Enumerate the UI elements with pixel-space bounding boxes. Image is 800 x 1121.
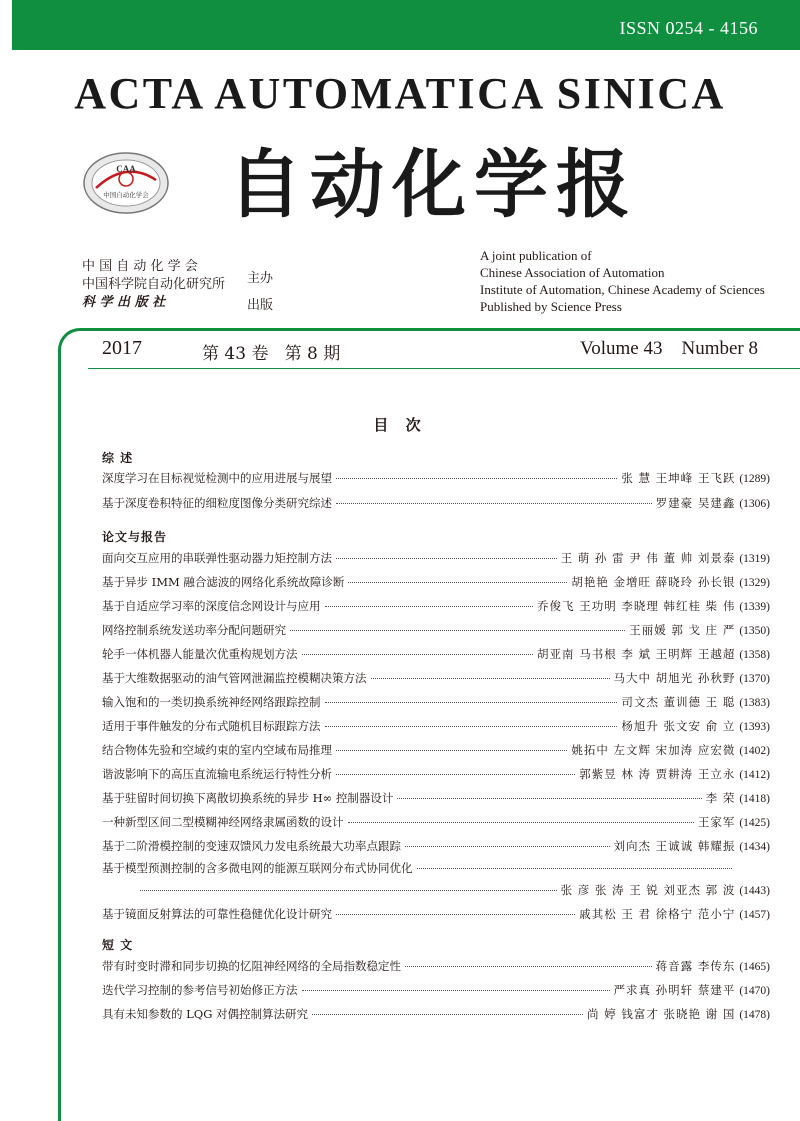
entry-title: 基于二阶滑模控制的变速双馈风力发电系统最大功率点跟踪 [102,839,401,853]
publisher-org3: 科 学 出 版 社 [82,295,166,310]
entry-page: (1434) [739,841,770,853]
toc-title: 目 次 [373,416,427,434]
entry-title: 网络控制系统发送功率分配问题研究 [102,623,286,637]
toc-entry[interactable] [102,906,770,924]
toc-entry[interactable] [102,766,770,784]
entry-title: 深度学习在目标视觉检测中的应用进展与展望 [102,471,332,485]
entry-page: (1358) [739,649,770,661]
entry-title: 结合物体先验和空域约束的室内空域布局推理 [102,743,332,757]
pub-en-line: Chinese Association of Automation [480,265,665,280]
toc-entry[interactable] [102,670,770,688]
toc-entry[interactable] [102,495,770,513]
journal-title-english: ACTA AUTOMATICA SINICA [74,69,726,118]
leader-dots [336,478,617,479]
entry-title: 基于驻留时间切换下离散切换系统的异步 H∞ 控制器设计 [102,791,394,805]
entry-title: 面向交互应用的串联弹性驱动器力矩控制方法 [102,551,332,565]
entry-page: (1418) [739,793,770,805]
entry-page: (1393) [739,721,770,733]
issue-volume-chinese: 第 43 卷 第 8 期 [202,344,341,364]
toc-entry[interactable] [102,694,770,712]
leader-dots [336,914,575,915]
entry-page: (1465) [739,961,770,973]
entry-authors: 李 荣 [705,791,736,805]
toc-entry[interactable] [102,838,770,856]
role-publisher: 出版 [247,298,274,313]
entry-page: (1306) [739,498,770,510]
pub-en-line: A joint publication of [480,248,592,263]
entry-page: (1329) [739,577,770,589]
entry-page: (1339) [739,601,770,613]
toc-entry-wrapped[interactable] [102,860,770,878]
issue-volume-english: Volume 43 Number 8 [579,338,758,359]
entry-page: (1470) [739,985,770,997]
toc-entry[interactable] [102,646,770,664]
entry-authors: 司文杰 董训德 王 聪 [621,695,736,709]
entry-title: 带有时变时滞和同步切换的忆阻神经网络的全局指数稳定性 [102,959,401,973]
issue-year: 2017 [102,337,142,359]
entry-page: (1319) [739,553,770,565]
entry-page: (1457) [739,909,770,921]
entry-page: (1412) [739,769,770,781]
leader-dots [397,798,701,799]
toc-entry[interactable] [102,718,770,736]
entry-title: 基于自适应学习率的深度信念网设计与应用 [102,599,321,613]
entry-authors: 张 慧 王坤峰 王飞跃 [621,471,736,485]
leader-dots [140,890,557,891]
entry-title: 基于深度卷积特征的细粒度图像分类研究综述 [102,496,332,510]
role-sponsor: 主办 [247,271,274,286]
entry-page: (1350) [739,625,770,637]
entry-page: (1443) [739,885,770,897]
leader-dots [302,990,610,991]
toc-entry[interactable] [102,622,770,640]
toc-entry[interactable] [102,814,770,832]
entry-authors: 刘向杰 王诚诚 韩耀振 [613,839,736,853]
entry-authors: 胡艳艳 金增旺 薛晓玲 孙长银 [571,575,736,589]
leader-dots [348,582,567,583]
leader-dots [336,503,652,504]
entry-authors: 严求真 孙明轩 蔡建平 [613,983,736,997]
leader-dots [371,678,610,679]
entry-title: 迭代学习控制的参考信号初始修正方法 [102,983,298,997]
leader-dots [325,702,618,703]
entry-authors: 王 萌 孙 雷 尹 伟 董 帅 刘景泰 [560,551,736,565]
entry-title: 具有未知参数的 LQG 对偶控制算法研究 [102,1007,309,1021]
toc-entry[interactable] [102,598,770,616]
toc-entry-continuation[interactable] [140,882,770,900]
entry-page: (1402) [739,745,770,757]
publisher-org2: 中国科学院自动化研究所 [82,277,226,292]
entry-authors: 郭紫昱 林 涛 贾耕涛 王立永 [579,767,736,781]
leader-dots [290,630,625,631]
caa-logo-icon [82,150,170,216]
leader-dots [312,1014,583,1015]
entry-title: 一种新型区间二型模糊神经网络隶属函数的设计 [102,815,344,829]
leader-dots [405,966,652,967]
leader-dots [348,822,694,823]
leader-dots [302,654,534,655]
entry-title: 基于异步 IMM 融合滤波的网络化系统故障诊断 [102,575,345,589]
toc-entry[interactable] [102,742,770,760]
leader-dots [336,750,567,751]
publishers-english [480,247,765,315]
publishers-chinese [82,258,225,312]
toc-entry[interactable] [102,790,770,808]
entry-authors: 张 彦 张 涛 王 锐 刘亚杰 郭 波 [560,883,736,897]
pub-en-line: Institute of Automation, Chinese Academy of Sciences [480,282,765,297]
entry-authors: 蒋音露 李传东 [655,959,736,973]
toc-entry[interactable] [102,550,770,568]
leader-dots [336,774,575,775]
entry-page: (1370) [739,673,770,685]
entry-title: 输入饱和的一类切换系统神经网络跟踪控制 [102,695,321,709]
toc-section-papers: 论文与报告 [102,530,168,544]
entry-title: 适用于事件触发的分布式随机目标跟踪方法 [102,719,321,733]
entry-authors: 乔俊飞 王功明 李晓理 韩红桂 柴 伟 [537,599,736,613]
logo-caa-text: CAA [116,164,136,174]
leader-dots [336,558,557,559]
entry-page: (1383) [739,697,770,709]
entry-authors: 戚其松 王 君 徐格宁 范小宁 [579,907,736,921]
entry-authors: 杨旭升 张文安 俞 立 [621,719,736,733]
issue-divider [88,368,800,369]
toc-entry[interactable] [102,982,770,1000]
leader-dots [325,606,534,607]
entry-authors: 姚拓中 左文辉 宋加涛 应宏微 [571,743,736,757]
toc-entry[interactable] [102,958,770,976]
entry-authors: 王家军 [697,815,736,829]
top-green-bar [12,0,800,50]
entry-authors: 罗建豪 吴建鑫 [655,496,736,510]
issn-number: ISSN 0254 - 4156 [619,18,758,38]
entry-page: (1289) [739,473,770,485]
entry-title: 谐波影响下的高压直流输电系统运行特性分析 [102,767,332,781]
toc-entry[interactable] [102,1006,770,1024]
toc-entry[interactable] [102,574,770,592]
entry-page: (1425) [739,817,770,829]
entry-title: 轮手一体机器人能量次优重构规划方法 [102,647,298,661]
toc-entry[interactable] [102,470,770,488]
entry-title: 基于镜面反射算法的可靠性稳健优化设计研究 [102,907,332,921]
leader-dots [417,868,733,869]
toc-section-short: 短 文 [102,938,134,952]
entry-title: 基于大维数据驱动的油气管网泄漏监控模糊决策方法 [102,671,367,685]
entry-page: (1478) [739,1009,770,1021]
publisher-org1: 中 国 自 动 化 学 会 [82,259,198,274]
journal-title-chinese: 自动化学报 [228,142,638,228]
entry-authors: 马大中 胡旭光 孙秋野 [613,671,736,685]
entry-title: 基于模型预测控制的含多微电网的能源互联网分布式协同优化 [102,861,413,875]
logo-society-text: 中国自动化学会 [103,191,149,199]
entry-authors: 尚 婷 钱富才 张晓艳 谢 国 [587,1007,736,1021]
entry-authors: 王丽媛 郭 戈 庄 严 [629,623,736,637]
toc-section-review: 综 述 [102,451,134,465]
pub-en-line: Published by Science Press [480,299,622,314]
entry-authors: 胡亚南 马书根 李 斌 王明辉 王越超 [537,647,736,661]
leader-dots [325,726,618,727]
leader-dots [405,846,610,847]
